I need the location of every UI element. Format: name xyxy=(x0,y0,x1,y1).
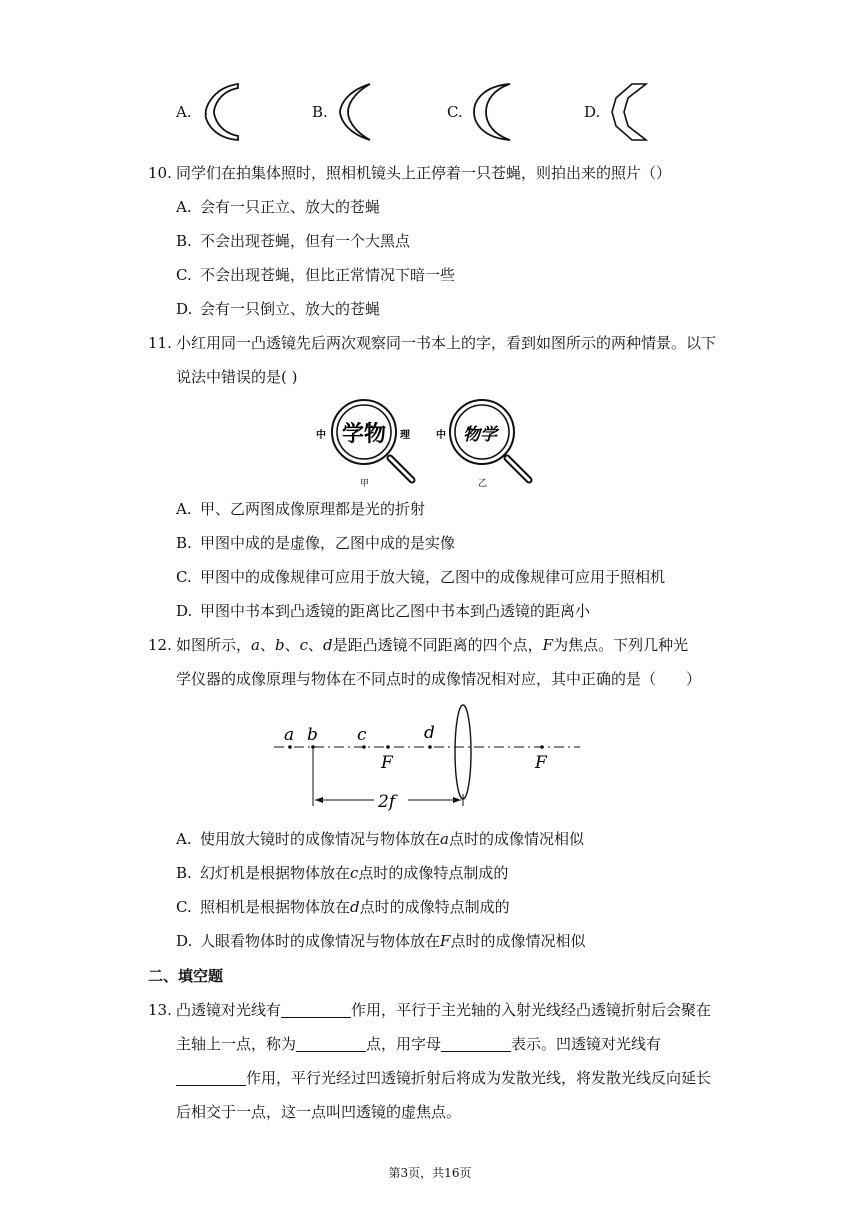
fig-label-a: a xyxy=(284,725,295,745)
q11-fig-right-outer1: 中 xyxy=(436,430,446,441)
q12-option-d-var: F xyxy=(440,932,451,950)
q10-option-a-text: 会有一只正立、放大的苍蝇 xyxy=(200,198,381,216)
fig-label-F2: F xyxy=(535,753,547,773)
q10-option-c-text: 不会出现苍蝇，但比正常情况下暗一些 xyxy=(200,266,456,284)
q12-option-b-pre: 幻灯机是根据物体放在 xyxy=(200,864,351,882)
q11-fig-left-outer2: 理 xyxy=(400,430,410,441)
q11-fig-left-caption: 甲 xyxy=(360,479,370,489)
convex-lens-icon xyxy=(455,705,471,799)
q11-number: 11. xyxy=(148,334,172,352)
q13-l2-p3: 表示。凹透镜对光线有 xyxy=(511,1035,662,1053)
q11-option-b-text: 甲图中成的是虚像，乙图中成的是实像 xyxy=(200,534,456,552)
q12-sep2: 、 xyxy=(284,636,300,654)
q10-option-d-text: 会有一只倒立、放大的苍蝇 xyxy=(200,300,381,318)
q13-blank-1[interactable] xyxy=(281,1001,351,1018)
q12-sep1: 、 xyxy=(259,636,275,654)
q13-blank-3[interactable] xyxy=(441,1035,511,1052)
q12-var-b: b xyxy=(274,636,285,654)
q10-option-b-letter: B. xyxy=(176,232,192,250)
q10-option-d-letter: D. xyxy=(176,300,193,318)
q9-option-b-letter: B. xyxy=(312,103,328,121)
q10-option-b-text: 不会出现苍蝇，但有一个大黑点 xyxy=(200,232,411,250)
q12-option-b-letter: B. xyxy=(176,864,192,882)
q12-number: 12. xyxy=(148,636,172,654)
q13-line1 xyxy=(176,1000,711,1020)
q12-stem-line1 xyxy=(176,635,688,655)
q11-fig-right-inner: 物学 xyxy=(463,425,497,445)
q12-option-d-pre: 人眼看物体时的成像情况与物体放在 xyxy=(200,932,441,950)
polygon-arc-icon xyxy=(606,80,654,144)
q12-option-c-pre: 照相机是根据物体放在 xyxy=(200,898,351,916)
q12-option-b xyxy=(176,863,508,883)
q11-stem-line1: 小红用同一凸透镜先后两次观察同一书本上的字，看到如图所示的两种情景。以下 xyxy=(176,334,717,352)
q13-number: 13. xyxy=(148,1001,172,1019)
q12-option-a-post: 点时的成像情况相似 xyxy=(448,830,584,848)
q11-option-c-text: 甲图中的成像规律可应用于放大镜，乙图中的成像规律可应用于照相机 xyxy=(200,568,666,586)
q12-option-a xyxy=(176,829,584,849)
q11-option-a-text: 甲、乙两图成像原理都是光的折射 xyxy=(200,500,426,518)
q13-line3 xyxy=(176,1068,711,1088)
point-c-mark xyxy=(362,745,366,749)
q12-sep3: 、 xyxy=(308,636,324,654)
q12-option-b-post: 点时的成像特点制成的 xyxy=(358,864,509,882)
q11-figure xyxy=(312,398,548,492)
q12-stem-part2: 是距凸透镜不同距离的四个点， xyxy=(332,636,543,654)
q10-option-b xyxy=(176,231,410,251)
q11-option-d-text: 甲图中书本到凸透镜的距离比乙图中书本到凸透镜的距离小 xyxy=(200,602,591,620)
q9-option-a-letter: A. xyxy=(176,103,192,121)
q9-option-c-letter: C. xyxy=(447,103,463,121)
section-title: 二、填空题 xyxy=(148,967,224,985)
q12-stem-line2: 学仪器的成像原理与物体在不同点时的成像情况相对应，其中正确的是（ ） xyxy=(176,670,702,688)
q13-line4: 后相交于一点，这一点叫凹透镜的虚焦点。 xyxy=(176,1103,462,1121)
point-d-mark xyxy=(428,745,432,749)
q10-stem: 同学们在拍集体照时，照相机镜头上正停着一只苍蝇，则拍出来的照片（） xyxy=(176,164,672,182)
q13-l1-p1: 凸透镜对光线有 xyxy=(176,1001,282,1019)
point-F2-mark xyxy=(540,745,544,749)
q11-option-d xyxy=(176,601,590,621)
dim-arrow-right-head xyxy=(453,797,461,803)
page-footer: 第3页，共16页 xyxy=(388,1166,472,1180)
q11-option-a xyxy=(176,499,425,519)
point-F1-mark xyxy=(386,745,390,749)
q12-var-d: d xyxy=(323,636,333,654)
q11-option-a-letter: A. xyxy=(176,500,192,518)
q11-option-c xyxy=(176,567,665,587)
q11-option-b-letter: B. xyxy=(176,534,192,552)
q12-stem-part3: 为焦点。下列几种光 xyxy=(553,636,689,654)
q12-option-d-letter: D. xyxy=(176,932,193,950)
q12-option-c-letter: C. xyxy=(176,898,192,916)
fig-label-F1: F xyxy=(381,753,393,773)
q11-stem-line2: 说法中错误的是( ) xyxy=(176,368,298,386)
point-a-mark xyxy=(288,745,292,749)
q9-option-d-letter: D. xyxy=(584,103,601,121)
q13-l2-p2: 点，用字母 xyxy=(366,1035,442,1053)
q12-option-d-post: 点时的成像情况相似 xyxy=(450,932,586,950)
q12-option-a-letter: A. xyxy=(176,830,192,848)
q12-option-a-pre: 使用放大镜时的成像情况与物体放在 xyxy=(200,830,441,848)
q12-var-a: a xyxy=(251,636,260,654)
q12-var-F: F xyxy=(542,636,554,654)
crescent-icon xyxy=(336,80,376,144)
q11-fig-left-inner: 学物 xyxy=(342,421,387,447)
q10-option-c xyxy=(176,265,455,285)
q11-option-d-letter: D. xyxy=(176,602,193,620)
q10-option-a-letter: A. xyxy=(176,198,192,216)
q12-var-c: c xyxy=(299,636,309,654)
q13-l3-p1: 作用，平行光经过凹透镜折射后将成为发散光线，将发散光线反向延长 xyxy=(246,1069,712,1087)
q11-fig-right-caption: 乙 xyxy=(478,479,488,489)
dim-arrow-left-head xyxy=(315,797,323,803)
q12-option-b-var: c xyxy=(350,864,359,882)
q12-option-c xyxy=(176,897,510,917)
q13-l2-p1: 主轴上一点，称为 xyxy=(176,1035,297,1053)
q12-option-c-var: d xyxy=(350,898,360,916)
q11-fig-left-outer1: 中 xyxy=(316,430,326,441)
q11-option-b xyxy=(176,533,455,553)
q10-option-a xyxy=(176,197,380,217)
fig-label-b: b xyxy=(307,725,318,745)
q12-option-a-var: a xyxy=(440,830,449,848)
q13-blank-2[interactable] xyxy=(296,1035,366,1052)
q10-number: 10. xyxy=(148,164,172,182)
q13-blank-4[interactable] xyxy=(176,1069,246,1086)
q13-line2 xyxy=(176,1034,661,1054)
thick-arc-icon xyxy=(202,80,242,144)
fig-label-c: c xyxy=(357,725,367,745)
q12-figure xyxy=(268,702,588,818)
q10-option-c-letter: C. xyxy=(176,266,192,284)
fig-label-d: d xyxy=(424,723,435,743)
q12-option-c-post: 点时的成像特点制成的 xyxy=(359,898,510,916)
q10-option-d xyxy=(176,299,380,319)
fig-label-2f: 2f xyxy=(378,792,396,812)
q11-option-c-letter: C. xyxy=(176,568,192,586)
q13-l1-p2: 作用，平行于主光轴的入射光线经凸透镜折射后会聚在 xyxy=(351,1001,712,1019)
q12-stem-part1: 如图所示， xyxy=(176,636,252,654)
q12-option-d xyxy=(176,931,585,951)
double-arc-icon xyxy=(470,80,514,144)
